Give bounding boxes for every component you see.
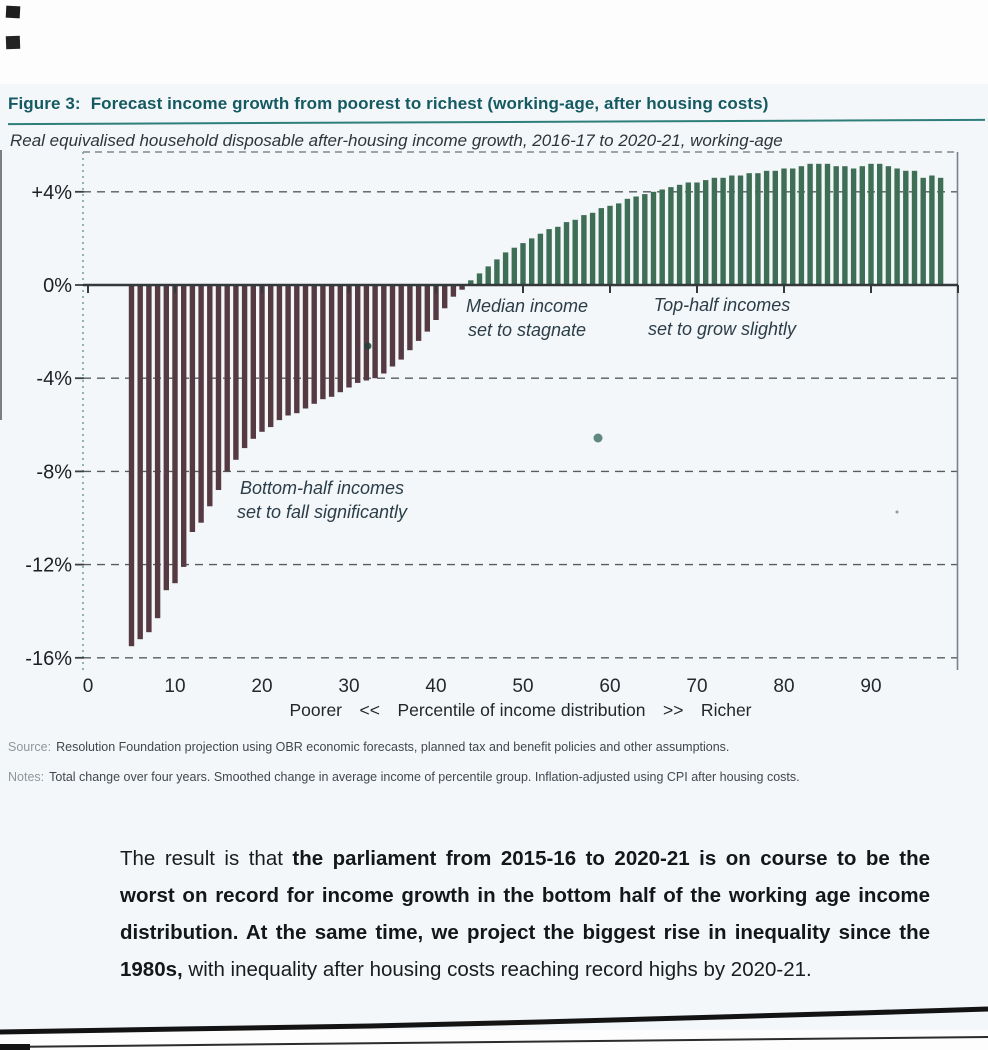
- bar: [477, 273, 482, 284]
- x-tick-label: 50: [512, 676, 534, 697]
- notes-line: [8, 770, 978, 784]
- bar: [172, 286, 177, 583]
- x-axis-title: Poorer << Percentile of income distribution >> Richer: [289, 700, 752, 720]
- annotation-top-half: Top-half incomes set to grow slightly: [647, 295, 797, 339]
- bar: [564, 222, 569, 284]
- bar: [607, 206, 612, 284]
- bar: [372, 286, 377, 378]
- y-tick-label: -8%: [36, 461, 72, 484]
- bar: [573, 220, 578, 284]
- paragraph-bold: the parliament from 2015-16 to 2020-21 is on course to be the worst on record for income growth in the bottom half of the working age income distribution. At the same time, we project the biggest rise in inequality since the 1980s,: [120, 847, 930, 981]
- body-paragraph: [120, 840, 930, 988]
- bar: [860, 166, 865, 284]
- bar: [346, 286, 351, 388]
- bar: [520, 243, 525, 284]
- bar: [903, 171, 908, 284]
- ink-spot: [594, 434, 603, 443]
- bar: [216, 286, 221, 490]
- bar: [312, 286, 317, 404]
- bar: [190, 286, 195, 532]
- scan-corner-mark: [0, 1044, 30, 1050]
- bar: [198, 286, 203, 523]
- bar: [407, 286, 412, 350]
- scan-artifact-mark: [6, 36, 20, 49]
- x-tick-label: 30: [338, 676, 360, 697]
- bar: [894, 169, 899, 285]
- bar: [807, 164, 812, 284]
- y-tick-label: -12%: [25, 554, 72, 577]
- bar: [294, 286, 299, 413]
- bar: [886, 166, 891, 284]
- bar: [581, 215, 586, 284]
- bar: [651, 192, 656, 284]
- bar: [129, 286, 134, 646]
- bar: [242, 286, 247, 448]
- bar: [790, 169, 795, 285]
- x-tick-label: 40: [425, 676, 447, 697]
- bar: [755, 173, 760, 284]
- paragraph-normal-start: The result is that: [120, 847, 293, 870]
- y-tick-label: -16%: [25, 647, 72, 670]
- bar: [233, 286, 238, 460]
- bar: [546, 229, 551, 284]
- bar: [764, 171, 769, 284]
- bar: [512, 248, 517, 284]
- bar: [459, 286, 464, 290]
- scan-artifact-mark: [6, 6, 21, 19]
- ink-spot: [365, 343, 372, 350]
- chart-subtitle: Real equivalised household disposable after-housing income growth, 2016-17 to 2020-21, working-age: [10, 131, 783, 150]
- bar: [781, 169, 786, 285]
- bar: [268, 286, 273, 427]
- bar: [164, 286, 169, 590]
- annotation-median: Median income set to stagnate: [465, 296, 589, 340]
- bar: [642, 194, 647, 284]
- bar: [868, 164, 873, 284]
- bar: [703, 180, 708, 284]
- bar: [590, 213, 595, 284]
- bar-chart-canvas: [0, 140, 988, 732]
- x-tick-label: 20: [251, 676, 273, 697]
- bar: [416, 286, 421, 341]
- bar: [686, 183, 691, 285]
- bar: [181, 286, 186, 567]
- bar: [338, 286, 343, 392]
- bar: [285, 286, 290, 416]
- bar: [355, 286, 360, 383]
- y-tick-label: -4%: [36, 368, 72, 391]
- scan-bottom-lines: [0, 985, 988, 1050]
- bar: [399, 286, 404, 360]
- bar: [207, 286, 212, 506]
- bar: [364, 286, 369, 381]
- notes-label: Notes:: [8, 770, 45, 784]
- source-line: [8, 740, 978, 754]
- bar: [633, 197, 638, 285]
- scan-thin-line: [0, 1037, 988, 1047]
- bar: [929, 176, 934, 285]
- x-tick-label: 80: [773, 676, 795, 697]
- bar: [155, 286, 160, 618]
- paragraph-normal-end: with inequality after housing costs reaching record highs by 2020-21.: [182, 958, 812, 981]
- bar: [773, 171, 778, 284]
- bar: [303, 286, 308, 409]
- figure-label: Figure 3:: [8, 94, 81, 113]
- bar: [529, 238, 534, 284]
- bar: [921, 178, 926, 284]
- bar: [329, 286, 334, 397]
- bar: [503, 252, 508, 284]
- bar: [225, 286, 230, 471]
- x-tick-label: 0: [82, 676, 94, 697]
- bar: [938, 178, 943, 284]
- y-tick-label: +4%: [31, 181, 72, 204]
- figure-title-text: Forecast income growth from poorest to richest (working-age, after housing costs): [90, 94, 769, 113]
- bar: [712, 178, 717, 284]
- bar: [259, 286, 264, 432]
- x-tick-label: 90: [860, 676, 882, 697]
- bar: [912, 171, 917, 284]
- bar: [277, 286, 282, 420]
- bar: [720, 178, 725, 284]
- figure-title: [8, 94, 980, 114]
- bar: [694, 183, 699, 285]
- bar: [799, 166, 804, 284]
- bar: [816, 164, 821, 284]
- bar: [381, 286, 386, 374]
- bar: [834, 166, 839, 284]
- bar: [390, 286, 395, 367]
- bar: [842, 166, 847, 284]
- x-tick-label: 60: [599, 676, 621, 697]
- y-tick-label: 0%: [43, 275, 72, 297]
- income-growth-chart: [0, 140, 988, 732]
- annotation-bottom-half: Bottom-half incomes set to fall significantly: [236, 478, 408, 522]
- bar: [251, 286, 256, 439]
- bar: [138, 286, 143, 639]
- bar: [468, 280, 473, 284]
- bar: [660, 190, 665, 285]
- bar: [747, 173, 752, 284]
- bar: [146, 286, 151, 632]
- bar: [538, 234, 543, 284]
- bar: [616, 203, 621, 284]
- bar: [668, 187, 673, 284]
- x-tick-label: 70: [686, 676, 708, 697]
- notes-text: Total change over four years. Smoothed change in average income of percentile group. Inflation-adjusted using CPI after housing costs.: [49, 770, 800, 784]
- bar: [486, 266, 491, 284]
- bar: [599, 208, 604, 284]
- source-text: Resolution Foundation projection using OBR economic forecasts, planned tax and benefit policies and other assumptions.: [56, 740, 730, 754]
- source-label: Source:: [8, 740, 52, 754]
- bar: [625, 199, 630, 284]
- bar: [851, 169, 856, 285]
- x-tick-label: 10: [164, 676, 186, 697]
- bar: [825, 164, 830, 284]
- bar: [555, 227, 560, 284]
- ink-spot: [896, 511, 899, 514]
- scan-thick-line: [0, 1009, 988, 1032]
- bar: [494, 259, 499, 284]
- bar: [877, 164, 882, 284]
- bar: [320, 286, 325, 399]
- bar: [729, 176, 734, 285]
- bar: [738, 176, 743, 285]
- bar: [677, 185, 682, 284]
